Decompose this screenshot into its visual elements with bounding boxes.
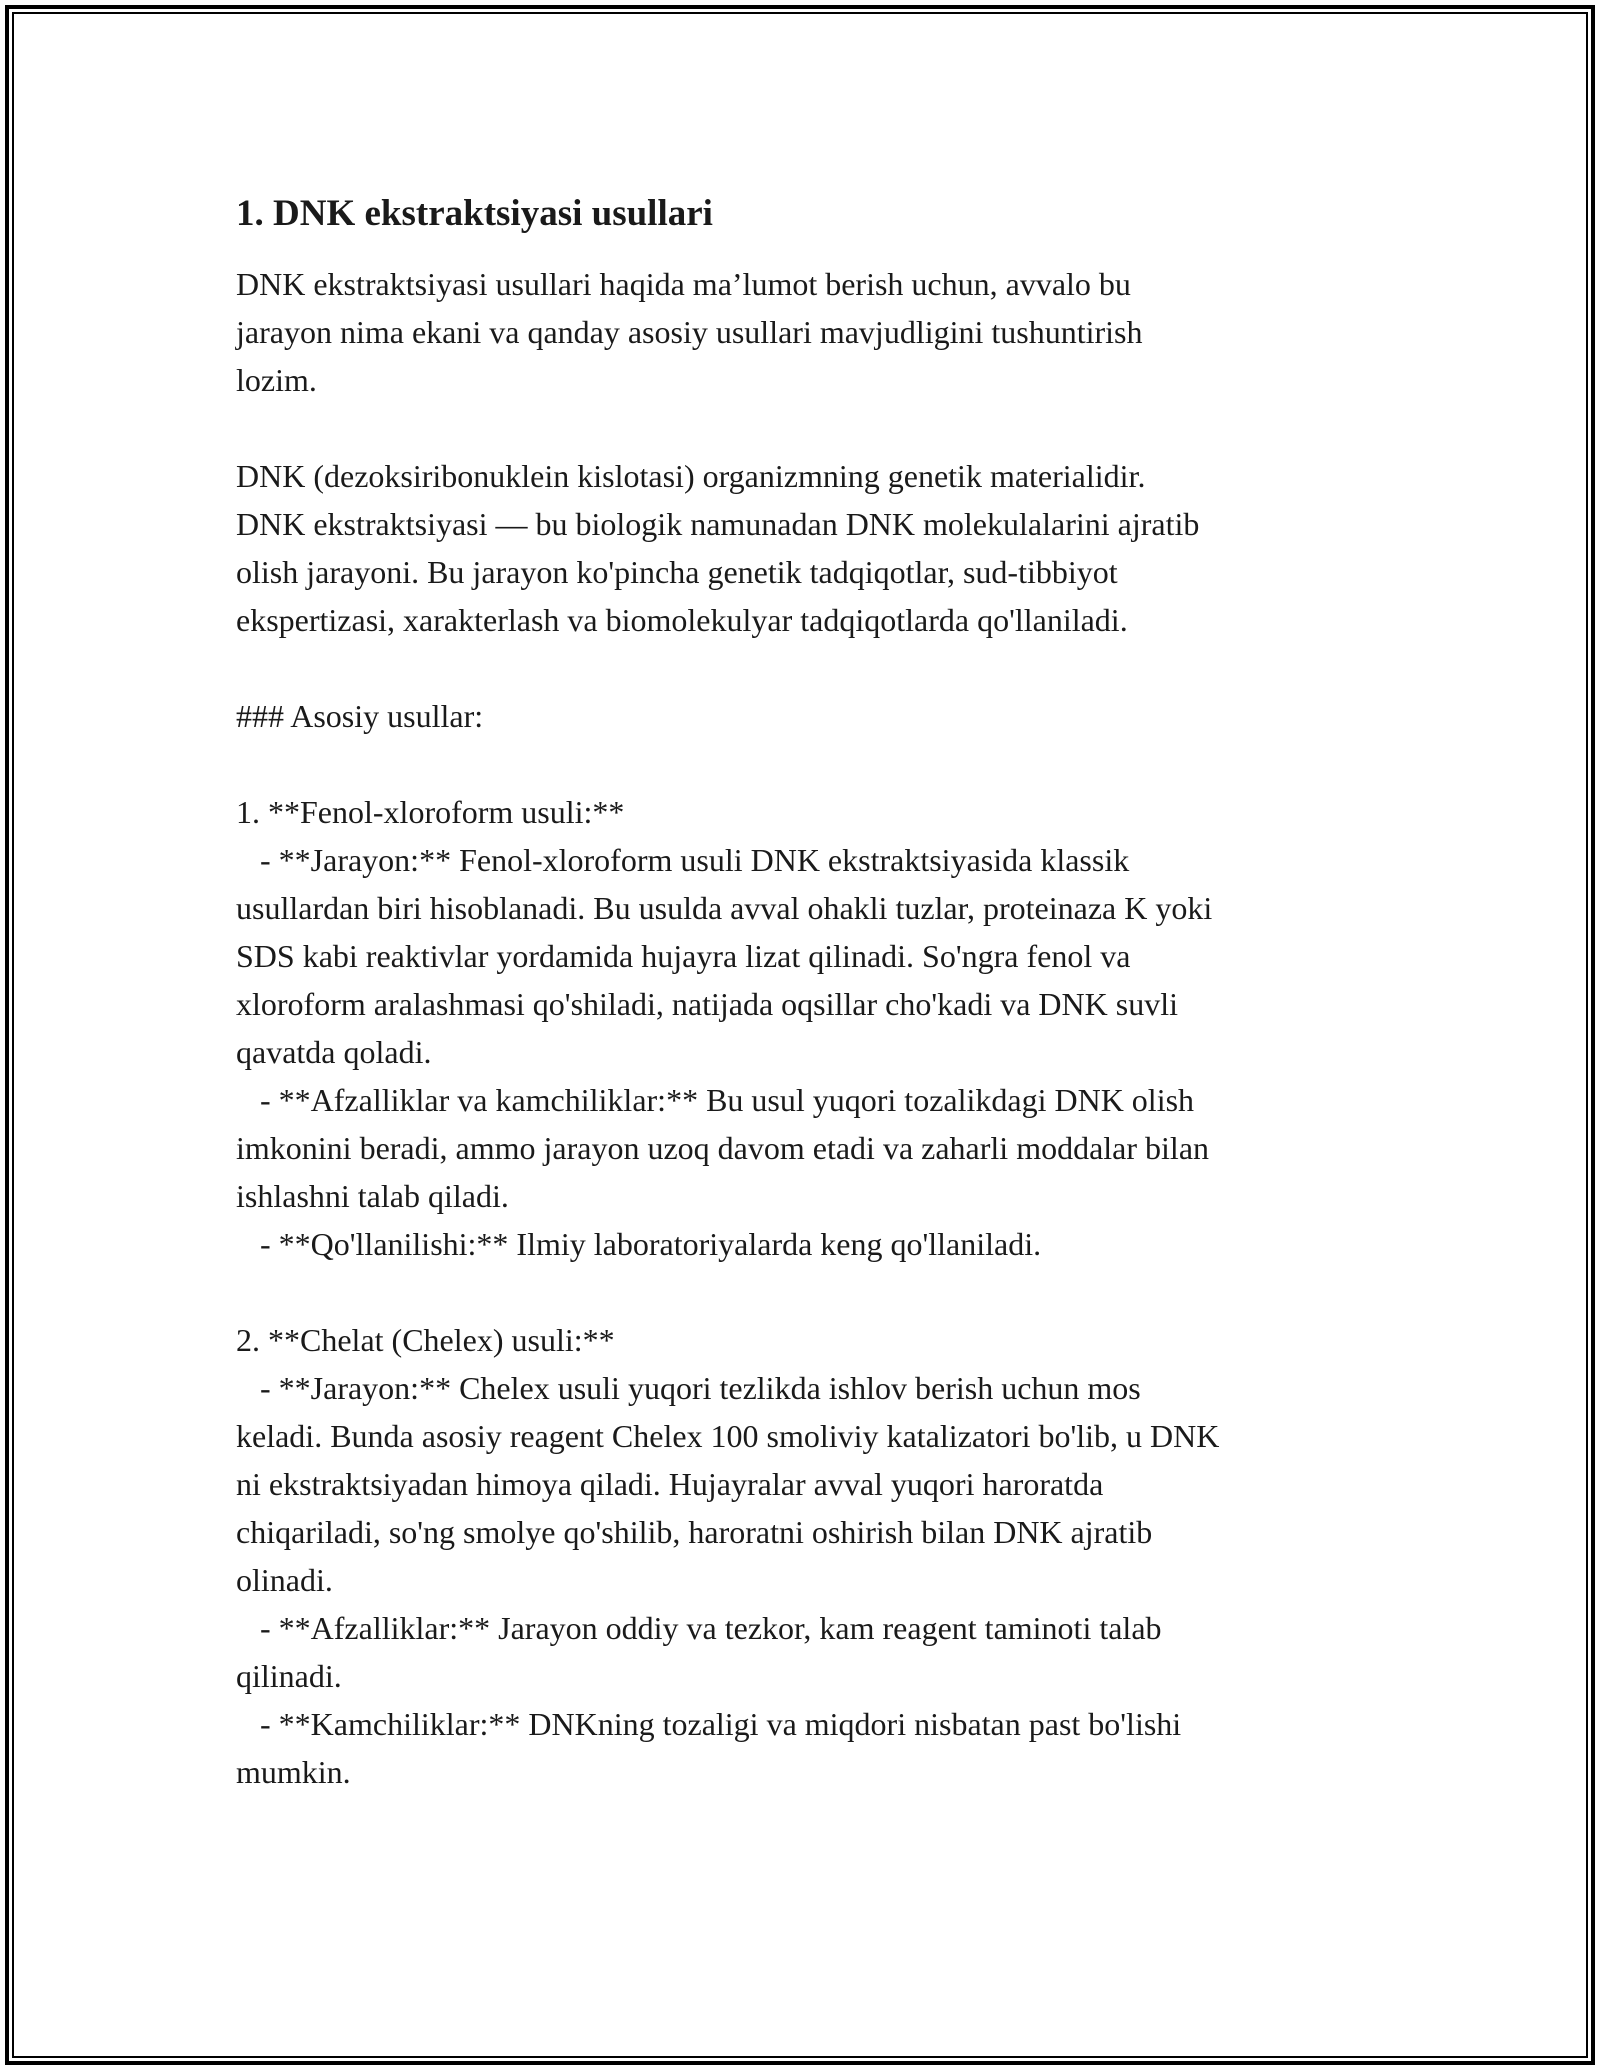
text-line: - **Kamchiliklar:** DNKning tozaligi va miqdori nisbatan past bo'lishi — [236, 1706, 1182, 1742]
intro-paragraph — [236, 260, 1376, 404]
text-line: DNK ekstraktsiyasi — bu biologik namunadan DNK molekulalarini ajratib — [236, 506, 1200, 542]
paragraph-spacer — [236, 404, 1376, 452]
text-line: - **Afzalliklar:** Jarayon oddiy va tezkor, kam reagent taminoti talab — [236, 1610, 1162, 1646]
text-line: olinadi. — [236, 1562, 333, 1598]
method-phenol-chloroform — [236, 788, 1376, 1268]
document-title: 1. DNK ekstraktsiyasi usullari — [236, 193, 713, 234]
text-line: ekspertizasi, xarakterlash va biomolekulyar tadqiqotlarda qo'llaniladi. — [236, 602, 1128, 638]
text-line: olish jarayoni. Bu jarayon ko'pincha genetik tadqiqotlar, sud-tibbiyot — [236, 554, 1118, 590]
paragraph-spacer — [236, 644, 1376, 692]
method-heading: 1. **Fenol-xloroform usuli:** — [236, 794, 625, 830]
text-line: ni ekstraktsiyadan himoya qiladi. Hujayralar avval yuqori haroratda — [236, 1466, 1104, 1502]
definition-paragraph — [236, 452, 1376, 644]
text-line: chiqariladi, so'ng smolye qo'shilib, haroratni oshirish bilan DNK ajratib — [236, 1514, 1153, 1550]
method-heading: 2. **Chelat (Chelex) usuli:** — [236, 1322, 615, 1358]
text-line: ishlashni talab qiladi. — [236, 1178, 509, 1214]
text-line: - **Afzalliklar va kamchiliklar:** Bu usul yuqori tozalikdagi DNK olish — [236, 1082, 1195, 1118]
text-line: xloroform aralashmasi qo'shiladi, natijada oqsillar cho'kadi va DNK suvli — [236, 986, 1178, 1022]
text-line: mumkin. — [236, 1754, 351, 1790]
text-line: DNK (dezoksiribonuklein kislotasi) organizmning genetik materialidir. — [236, 458, 1146, 494]
text-line: - **Qo'llanilishi:** Ilmiy laboratoriyalarda keng qo'llaniladi. — [236, 1226, 1042, 1262]
text-line: qilinadi. — [236, 1658, 342, 1694]
text-line: qavatda qoladi. — [236, 1034, 432, 1070]
text-line: DNK ekstraktsiyasi usullari haqida ma’lumot berish uchun, avvalo bu — [236, 266, 1131, 302]
section-subheading: ### Asosiy usullar: — [236, 698, 484, 734]
method-chelex — [236, 1316, 1376, 1796]
text-line: imkonini beradi, ammo jarayon uzoq davom etadi va zaharli moddalar bilan — [236, 1130, 1210, 1166]
paragraph-spacer — [236, 1268, 1376, 1316]
text-line: SDS kabi reaktivlar yordamida hujayra lizat qilinadi. So'ngra fenol va — [236, 938, 1131, 974]
paragraph-spacer — [236, 740, 1376, 788]
text-line: - **Jarayon:** Chelex usuli yuqori tezlikda ishlov berish uchun mos — [236, 1370, 1141, 1406]
text-line: keladi. Bunda asosiy reagent Chelex 100 smoliviy katalizatori bo'lib, u DNK — [236, 1418, 1220, 1454]
text-line: usullardan biri hisoblanadi. Bu usulda avval ohakli tuzlar, proteinaza K yoki — [236, 890, 1213, 926]
text-line: lozim. — [236, 362, 317, 398]
text-line: - **Jarayon:** Fenol-xloroform usuli DNK ekstraktsiyasida klassik — [236, 842, 1130, 878]
document-body — [236, 190, 1376, 1796]
text-line: jarayon nima ekani va qanday asosiy usullari mavjudligini tushuntirish — [236, 314, 1143, 350]
